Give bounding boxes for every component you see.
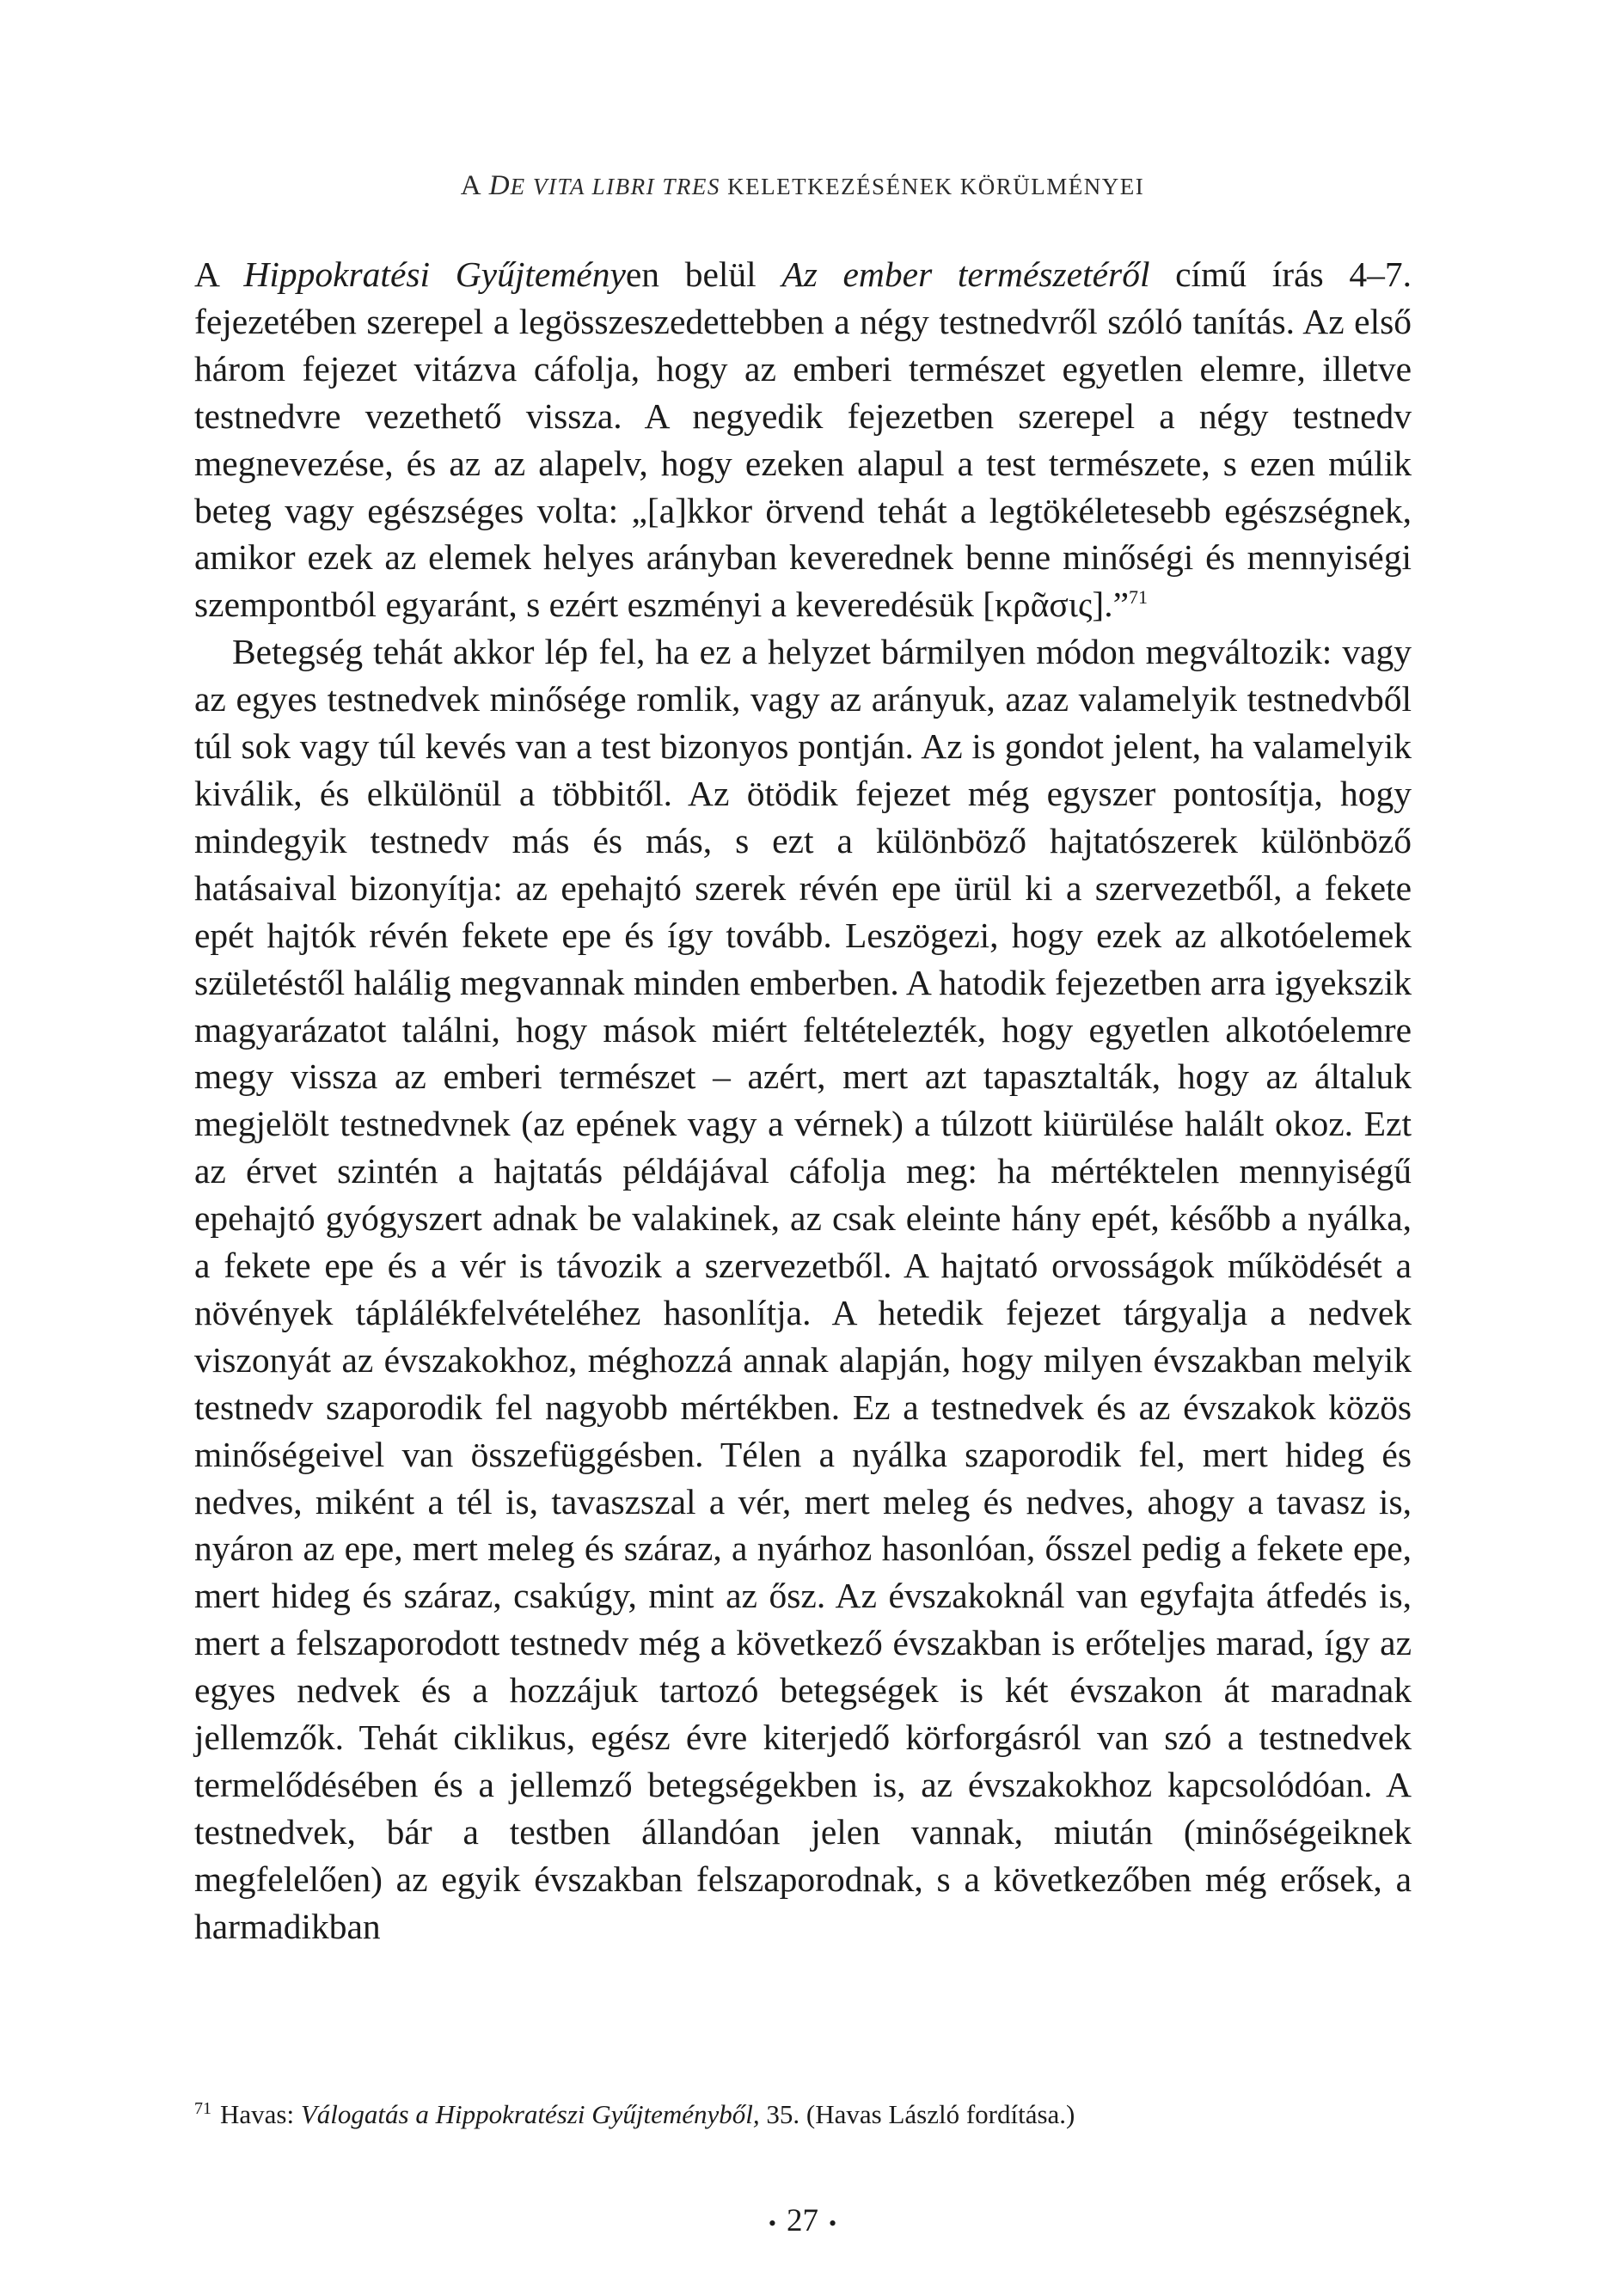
p1-text-a: A: [194, 254, 244, 294]
bullet-right: •: [829, 2210, 837, 2236]
page-number: [0, 2202, 1605, 2239]
footnote-number: 71: [194, 2098, 211, 2118]
page-number-value: 27: [787, 2203, 818, 2238]
p1-title-az-ember: Az ember természetéről: [781, 254, 1150, 294]
p1-text-c: en belül: [625, 254, 782, 294]
running-head-rest: KELETKEZÉSÉNEK KÖRÜLMÉNYEI: [727, 174, 1145, 199]
paragraph-2: Betegség tehát akkor lép fel, ha ez a helyzet bármilyen módon megváltozik: vagy az egyes testnedvek minősége romlik, vagy az arányuk, azaz valamelyik testnedvből túl sok vagy túl kevés van a test bizonyos pontján. Az is gondot jelent, ha valamelyik kiválik, és elkülönül a többitől. Az ötödik fejezet még egyszer pontosítja, hogy mindegyik testnedv más és más, s ezt a különböző hajtatószerek különböző hatásaival bizonyítja: az epehajtó szerek révén epe ürül ki a szervezetből, a fekete epét hajtók révén fekete epe és így tovább. Leszögezi, hogy ezek az alkotóelemek születéstől halálig megvannak minden emberben. A hatodik fejezetben arra igyekszik magyarázatot találni, hogy mások miért feltételezték, hogy egyetlen alkotóelemre megy vissza az emberi természet – azért, mert azt tapasztalták, hogy az általuk megjelölt testnedvnek (az epének vagy a vérnek) a túlzott kiürülése halált okoz. Ezt az érvet szintén a hajtatás példájával cáfolja meg: ha mértéktelen mennyiségű epehajtó gyógyszert adnak be valakinek, az csak eleinte hány epét, később a nyálka, a fekete epe és a vér is távozik a szervezetből. A hajtató orvosságok működését a növények táplálékfelvételéhez hasonlítja. A hetedik fejezet tárgyalja a nedvek viszonyát az évszakokhoz, méghozzá annak alapján, hogy milyen évszakban melyik testnedv szaporodik fel nagyobb mértékben. Ez a testnedvek és az évszakok közös minőségeivel van összefüggésben. Télen a nyálka szaporodik fel, mert hideg és nedves, miként a tél is, tavaszszal a vér, mert meleg és nedves, ahogy a tavasz is, nyáron az epe, mert meleg és száraz, a nyárhoz hasonlóan, ősszel pedig a fekete epe, mert hideg és száraz, csakúgy, mint az ősz. Az évszakoknál van egyfajta átfedés is, mert a felszaporodott testnedv még a következő évszakban is erőteljes marad, így az egyes nedvek és a hozzájuk tartozó betegségek is két évszakon át maradnak jellemzők. Tehát ciklikus, egész évre kiterjedő körforgásról van szó a testnedvek termelődésében és a jellemző betegségekben is, az évszakokhoz kapcsolódóan. A testnedvek, bár a testben állandóan jelen vannak, miután (minőségeiknek megfelelően) az egyik évszakban felszaporodnak, s a következőben még erősek, a harmadikban: [194, 632, 1412, 1946]
running-head-de: D: [488, 170, 511, 201]
footnote-title: Válogatás a Hippokratészi Gyűjteményből,: [300, 2099, 760, 2129]
p1-title-hippokratesi: Hippokratési Gyűjtemény: [243, 254, 626, 294]
footnote: [194, 2097, 1412, 2132]
running-head-title: E VITA LIBRI TRES: [510, 174, 720, 199]
running-head: [0, 170, 1605, 202]
p1-text-e: című írás 4–7. fejezetében szerepel a legösszeszedettebben a négy testnedvről szóló tanítás. Az első három fejezet vitázva cáfolja, hogy az emberi természet egyetlen elemre, illetve testnedvre vezethető vissza. A negyedik fejezetben szerepel a négy testnedv megnevezése, és az az alapelv, hogy ezeken alapul a test természete, s ezen múlik beteg vagy egészséges volta: „[a]kkor örvend tehát a legtökéletesebb egészségnek, amikor ezek az elemek helyes arányban keverednek benne minőségi és mennyiségi szempontból egyaránt, s ezért eszményi a keveredésük [κρᾶσις].”: [194, 254, 1412, 625]
footnote-author: Havas:: [220, 2099, 301, 2129]
main-text: [194, 251, 1412, 1950]
paragraph-1: [194, 251, 1412, 628]
footnote-reference[interactable]: 71: [1129, 586, 1149, 609]
bullet-left: •: [768, 2210, 776, 2236]
running-head-a: A: [460, 170, 482, 201]
footnote-rest: 35. (Havas László fordítása.): [759, 2099, 1075, 2129]
